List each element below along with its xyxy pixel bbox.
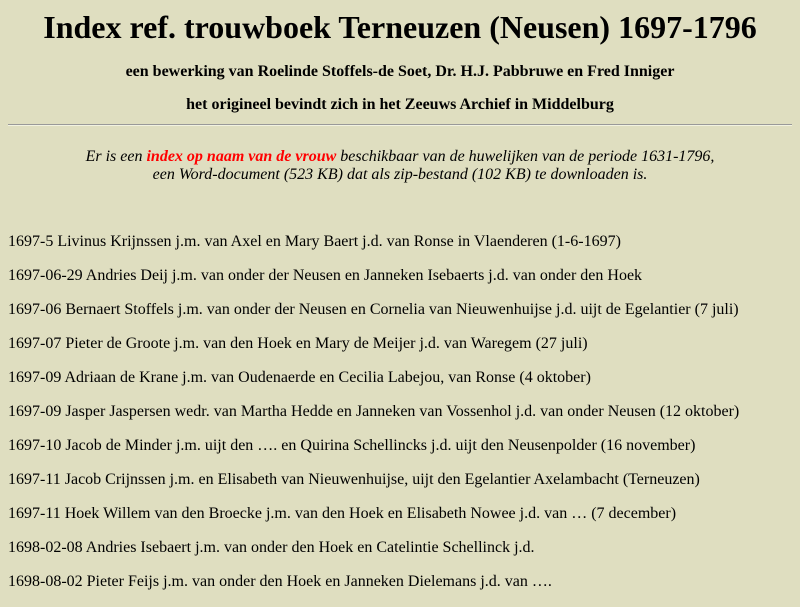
page-title: Index ref. trouwboek Terneuzen (Neusen) 1697-1796 — [43, 9, 757, 45]
list-item: 1697-09 Adriaan de Krane j.m. van Oudenaerde en Cecilia Labejou, van Ronse (4 oktober) — [8, 369, 591, 386]
intro-suffix: beschikbaar van de huwelijken van de periode 1631-1796, — [336, 148, 715, 165]
list-item: 1697-11 Jacob Crijnssen j.m. en Elisabeth van Nieuwenhuijse, uijt den Egelantier Axelambacht (Terneuzen) — [8, 471, 700, 488]
list-item: 1697-06-29 Andries Deij j.m. van onder der Neusen en Janneken Isebaerts j.d. van onder den Hoek — [8, 267, 643, 284]
list-item: 1697-10 Jacob de Minder j.m. uijt den …. en Quirina Schellincks j.d. uijt den Neusenpolder (16 november) — [8, 437, 696, 454]
intro-prefix: Er is een — [85, 148, 147, 165]
list-item: 1697-5 Livinus Krijnssen j.m. van Axel en Mary Baert j.d. van Ronse in Vlaenderen (1-6-1697) — [8, 233, 621, 250]
list-item: 1697-09 Jasper Jaspersen wedr. van Martha Hedde en Janneken van Vossenhol j.d. van onder Neusen (12 oktober) — [8, 403, 740, 420]
subtitle-authors: een bewerking van Roelinde Stoffels-de Soet, Dr. H.J. Pabbruwe en Fred Inniger — [125, 63, 675, 80]
list-item: 1697-11 Hoek Willem van den Broecke j.m. van den Hoek en Elisabeth Nowee j.d. van … (7 december) — [8, 505, 677, 522]
list-item: 1697-07 Pieter de Groote j.m. van den Hoek en Mary de Meijer j.d. van Waregem (27 juli) — [8, 335, 588, 352]
divider — [8, 124, 792, 126]
subtitle-archive: het origineel bevindt zich in het Zeeuws Archief in Middelburg — [186, 96, 614, 113]
list-item: 1698-08-02 Pieter Feijs j.m. van onder den Hoek en Janneken Dielemans j.d. van …. — [8, 573, 552, 590]
index-by-wife-link[interactable]: index op naam van de vrouw — [146, 148, 337, 165]
list-item: 1698-02-08 Andries Isebaert j.m. van onder den Hoek en Catelintie Schellinck j.d. — [8, 539, 535, 556]
intro-line2: een Word-document (523 KB) dat als zip-bestand (102 KB) te downloaden is. — [152, 166, 648, 183]
list-item: 1697-06 Bernaert Stoffels j.m. van onder der Neusen en Cornelia van Nieuwenhuijse j.d. uijt de Egelantier (7 juli) — [8, 301, 739, 318]
marriage-list — [8, 233, 739, 607]
intro-text — [0, 148, 800, 184]
